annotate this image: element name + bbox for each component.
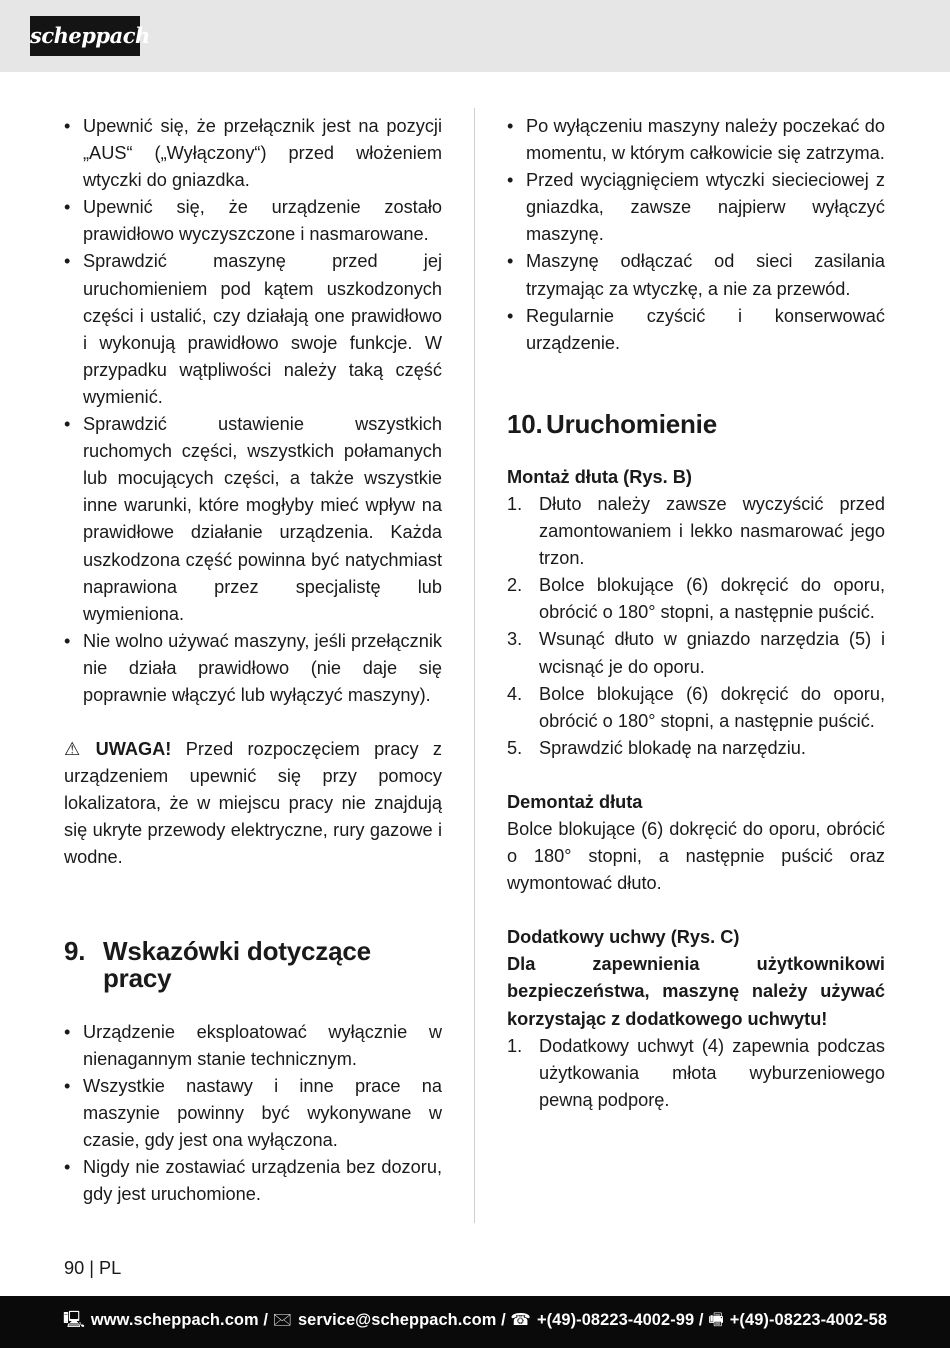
safety-bullet-list [64,113,442,709]
numbered-step [507,1033,885,1114]
step-number: 1. [507,1035,523,1056]
footer-separator: / [263,1311,269,1329]
section-9-heading [64,935,442,993]
section-9-number: 9. [64,935,86,966]
step-text: Dodatkowy uchwyt (4) zapewnia podczas użytkowania młota wyburzeniowego pewną podporę. [539,1035,885,1110]
list-item: • Przed wyciągnięciem wtyczki siecieciowej z gniazdka, zawsze najpierw wyłączyć maszynę. [507,167,885,248]
section-10-heading [507,408,885,439]
page-language: PL [98,1258,122,1278]
demontaz-text: Bolce blokujące (6) dokręcić do oporu, obrócić o 180° stopni, a następnie puścić oraz wymontować dłuto. [507,818,885,894]
shutdown-bullet-list [507,113,885,357]
footer-separator: / [698,1311,704,1329]
contact-footer [0,1296,950,1348]
list-item: • Upewnić się, że przełącznik jest na pozycji „AUS“ („Wyłączony“) przed włożeniem wtyczki do gniazdka. [64,113,442,194]
section-10-number: 10. [507,408,543,439]
page-number [64,1256,121,1280]
list-item: • Po wyłączeniu maszyny należy poczekać do momentu, w którym całkowicie się zatrzyma. [507,113,885,167]
phone-icon: ☎ [510,1311,531,1329]
section-10-title: Uruchomienie [546,408,717,439]
warning-label: UWAGA! [95,739,172,760]
step-number: 2. [507,575,523,596]
list-item: • Sprawdzić maszynę przed jej uruchomieniem pod kątem uszkodzonych części i ustalić, czy działają one prawidłowo i wykonują prawidłowo swoje funkcje. W przypadku wątpliwości należy taką część wymienić. [64,248,442,411]
list-item: • Upewnić się, że urządzenie zostało prawidłowo wyczyszczone i nasmarowane. [64,194,442,248]
step-number: 3. [507,629,523,650]
mail-icon: 🖂 [272,1311,292,1329]
step-number: 1. [507,493,523,514]
step-text: Dłuto należy zawsze wyczyścić przed zamontowaniem i lekko nasmarować jego trzon. [539,493,885,569]
uchwyt-warning-text: Dla zapewnienia użytkownikowi bezpieczeństwa, maszynę należy używać korzystając z dodatkowego uchwytu! [507,954,885,1029]
list-item: • Nie wolno używać maszyny, jeśli przełącznik nie działa prawidłowo (nie daje się poprawnie włączyć lub wyłączyć maszyny). [64,628,442,709]
numbered-step [507,572,885,626]
computer-icon: 🖳 [62,1311,85,1329]
section-9-title: Wskazówki dotyczące pracy [103,935,371,993]
list-item: • Regularnie czyścić i konserwować urządzenie. [507,303,885,357]
spacer [507,762,885,789]
warning-text: Przed rozpoczęciem pracy z urządzeniem upewnić się przy pomocy lokalizatora, że w miejscu pracy nie znajdują się ukryte przewody elektryczne, rury gazowe i wodne. [64,739,442,868]
list-item: • Sprawdzić ustawienie wszystkich ruchomych części, wszystkich połamanych lub mocujących części, a także wszystkie inne warunki, które mogłyby mieć wpływ na prawidłowe działanie urządzenia. Każda uszkodzona część powinna być natychmiast naprawiona przez specjalistę lub wymieniona. [64,411,442,628]
work-instructions-list [64,1019,442,1209]
warning-paragraph [64,736,442,871]
numbered-step [507,681,885,735]
list-item: • Wszystkie nastawy i inne prace na maszynie powinny być wykonywane w czasie, gdy jest ona wyłączona. [64,1073,442,1154]
step-text: Bolce blokujące (6) dokręcić do oporu, obrócić o 180° stopni, a następnie puścić. [539,683,885,731]
left-column [64,113,442,1208]
numbered-step [507,735,885,762]
montaz-heading: Montaż dłuta (Rys. B) [507,466,692,487]
right-column [507,113,885,1114]
warning-triangle-icon: ⚠ [64,739,90,760]
uchwyt-steps [507,1033,885,1114]
montaz-steps [507,491,885,762]
list-item: • Urządzenie eksploatować wyłącznie w nienagannym stanie technicznym. [64,1019,442,1073]
list-item: • Nigdy nie zostawiać urządzenia bez dozoru, gdy jest uruchomione. [64,1154,442,1208]
spacer [507,897,885,924]
fax-icon: 🖷 [708,1311,724,1329]
footer-separator: / [501,1311,506,1329]
website-link[interactable]: www.scheppach.com [90,1311,259,1329]
phone-number: +(49)-08223-4002-99 [536,1311,695,1329]
step-number: 5. [507,737,523,758]
numbered-step [507,626,885,680]
step-text: Wsunąć dłuto w gniazdo narzędzia (5) i wcisnąć je do oporu. [539,629,885,677]
demontaz-heading: Demontaż dłuta [507,791,643,812]
list-item: • Maszynę odłączać od sieci zasilania trzymając za wtyczkę, a nie za przewód. [507,248,885,302]
email-link[interactable]: service@scheppach.com [297,1311,497,1329]
uchwyt-heading: Dodatkowy uchwy (Rys. C) [507,927,740,948]
column-divider [474,108,475,1223]
step-number: 4. [507,683,523,704]
step-text: Bolce blokujące (6) dokręcić do oporu, obrócić o 180° stopni, a następnie puścić. [539,575,885,623]
numbered-step [507,491,885,572]
page-number-value: 90 [64,1258,85,1278]
scheppach-logo: scheppach [30,16,140,56]
step-text: Sprawdzić blokadę na narzędziu. [539,737,806,758]
header-bar [0,0,950,72]
page-separator: | [89,1258,94,1278]
fax-number: +(49)-08223-4002-58 [729,1311,888,1329]
